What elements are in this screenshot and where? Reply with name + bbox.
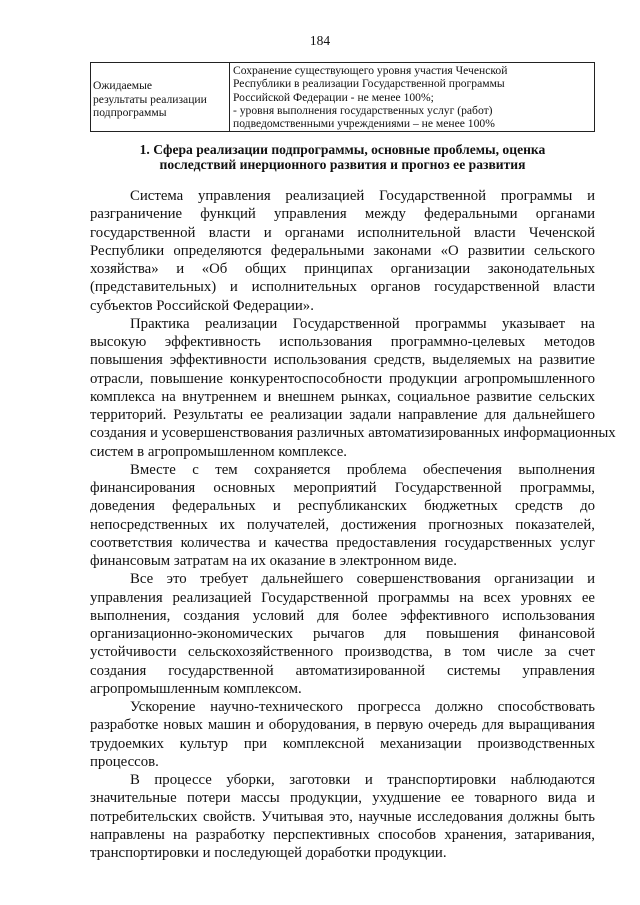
section-heading — [90, 142, 595, 172]
paragraph-line: создания государственной автоматизированной системы управления — [90, 662, 595, 679]
table-value-line: - уровня выполнения государственных услуг (работ) — [233, 103, 493, 117]
paragraph-line: создания и усовершенствования различных автоматизированных информационных — [90, 425, 616, 442]
paragraph-line: процессов. — [90, 753, 159, 770]
paragraph-line: повышения эффективности использования средств, выделяемых на развитие — [90, 352, 595, 369]
paragraph-line: В процессе уборки, заготовки и транспортировки наблюдаются — [130, 772, 595, 788]
paragraph-line: хозяйства» и «Об общих принципах организации законодательных — [90, 261, 595, 277]
paragraph-line: Ускорение научно-технического прогресса должно способствовать — [130, 699, 595, 715]
paragraph-line: разработке новых машин и оборудования, в первую очередь для выращивания — [90, 717, 595, 734]
table-label-line: результаты реализации — [93, 92, 207, 106]
table-label-cell — [91, 63, 230, 132]
paragraph-line: устойчивости сельскохозяйственного производства, в том числе за счет — [90, 644, 595, 661]
paragraph — [90, 187, 595, 315]
paragraph-line: систем в агропромышленном комплексе. — [90, 443, 347, 460]
paragraph-line: Практика реализации Государственной программы указывает на — [130, 315, 595, 332]
paragraph — [90, 698, 595, 771]
paragraph-line: выполнения, создания условий для более эффективного использования — [90, 607, 595, 624]
paragraph-line: высокую эффективность использования программно-целевых методов — [90, 334, 595, 350]
heading-line: последствий инерционного развития и прогноз ее развития — [159, 157, 526, 172]
paragraph-line: территорий. Результаты ее реализации задали направление для дальнейшего — [90, 407, 595, 423]
body-text — [90, 187, 616, 862]
paragraph-line: агропромышленным комплексом. — [90, 680, 302, 697]
paragraph-line: государственной власти и органами исполнительной власти Чеченской — [90, 224, 595, 241]
paragraph — [90, 315, 616, 461]
paragraph-line: комплекса на внутреннем и внешнем рынках, социальное развитие сельских — [90, 388, 595, 405]
paragraph-line: субъектов Российской Федерации». — [90, 297, 314, 314]
paragraph — [90, 771, 595, 862]
paragraph-line: доведения федеральных и республиканских бюджетных средств до — [90, 498, 595, 515]
paragraph-line: отрасли, повышение конкурентоспособности продукции агропромышленного — [90, 370, 595, 387]
expected-results-table — [90, 62, 595, 132]
paragraph-line: Все это требует дальнейшего совершенствования организации и — [130, 571, 595, 588]
heading-line: 1. Сфера реализации подпрограммы, основные проблемы, оценка — [139, 142, 546, 157]
paragraph-line: транспортировки и последующей доработки продукции. — [90, 845, 447, 861]
paragraph-line: значительные потери массы продукции, ухудшение ее товарного вида и — [90, 790, 595, 807]
paragraph-line: организационно-экономических рычагов для повышения финансовой — [90, 626, 595, 642]
table-label-line: Ожидаемые — [93, 79, 153, 93]
table-label-line: подпрограммы — [93, 105, 167, 119]
paragraph-line: финансовым затратам на их оказание в электронном виде. — [90, 553, 457, 569]
paragraph — [90, 461, 595, 571]
paragraph-line: финансирования основных мероприятий Государственной программы, — [90, 480, 595, 496]
paragraph-line: трудоемких культур при комплексной механизации производственных — [90, 735, 595, 752]
paragraph-line: потребительских свойств. Учитывая это, научные исследования должны быть — [90, 808, 595, 825]
paragraph — [90, 570, 595, 698]
paragraph-line: непосредственных их получателей, достижения прогнозных показателей, — [90, 516, 595, 533]
paragraph-line: управления реализацией Государственной программы на всех уровнях ее — [90, 589, 595, 606]
table-value-line: подведомственными учреждениями – не менее 100% — [233, 117, 495, 131]
paragraph-line: Республики определяются федеральными законами «О развитии сельского — [90, 242, 595, 259]
paragraph-line: разграничение функций управления между федеральными органами — [90, 206, 595, 223]
table-value-cell — [230, 63, 595, 132]
paragraph-line: Система управления реализацией Государственной программы и — [130, 188, 595, 204]
paragraph-line: (представительных) и исполнительных органов государственной власти — [90, 279, 595, 296]
paragraph-line: Вместе с тем сохраняется проблема обеспечения выполнения — [130, 461, 595, 478]
paragraph-line: соответствия количества и качества предоставления государственных услуг — [90, 534, 595, 551]
table-row — [91, 63, 595, 132]
table-value-line: Республики в реализации Государственной программы — [233, 77, 505, 91]
page-number: 184 — [309, 33, 331, 48]
paragraph-line: направлены на разработку перспективных способов хранения, затаривания, — [90, 826, 595, 843]
table-value-line: Сохранение существующего уровня участия Чеченской — [233, 64, 508, 77]
table-value-line: Российской Федерации - не менее 100%; — [233, 90, 434, 104]
